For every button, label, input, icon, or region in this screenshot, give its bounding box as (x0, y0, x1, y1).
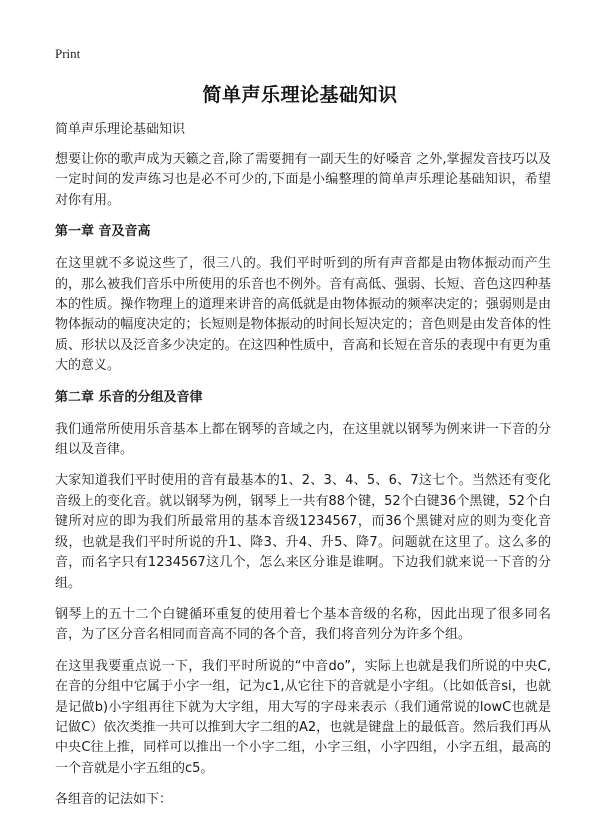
chapter-2-paragraph-5: 各组音的记法如下： (55, 792, 173, 808)
chapter-1-heading: 第一章 音及音高 (55, 224, 151, 240)
print-link[interactable]: Print (55, 46, 81, 61)
article-body (55, 120, 551, 822)
chapter-2-paragraph-1: 我们通常所使用乐音基本上都在钢琴的音域之内，在这里就以钢琴为例来讲一下音的分组以及音律。 (55, 421, 551, 458)
article-subtitle: 简单声乐理论基础知识 (55, 122, 186, 137)
chapter-2-paragraph-4: 在这里我要重点说一下，我们平时所说的“中音do”，实际上也就是我们所说的中央C,在音的分组中它属于小字一组，记为c1,从它往下的音就是小字组。（比如低音si，也就是记做b)小字组再往下就为大字组，用大写的字母来表示（我们通常说的lowC也就是记做C）依次类推一共可以推到大字二组的A2，也就是键盘上的最低音。然后我们再从中央C往上推，同样可以推出一个小字二组，小字三组，小字四组，小字五组，最高的一个音就是小字五组的c5。 (55, 658, 552, 776)
chapter-2-heading: 第二章 乐音的分组及音律 (55, 389, 203, 405)
page-title: 简单声乐理论基础知识 (202, 84, 398, 106)
intro-paragraph: 想要让你的歌声成为天籁之音,除了需要拥有一副天生的好嗓音 之外,掌握发音技巧以及一定时间的发声练习也是必不可少的,下面是小编整理的简单声乐理论基础知识，希望对你有用。 (55, 152, 551, 208)
chapter-1-paragraph: 在这里就不多说这些了，很三八的。我们平时听到的所有声音都是由物体振动而产生的，那么被我们音乐中所使用的乐音也不例外。音有高低、强弱、长短、音色这四种基本的性质。操作物理上的道理来讲音的高低就是由物体振动的频率决定的；强弱则是由物体振动的幅度决定的；长短则是物体振动的时间长短决定的；音色则是由发音体的性质、形状以及泛音多少决定的。在这四种性质中，音高和长短在音乐的表现中有更为重大的意义。 (55, 256, 551, 374)
chapter-2-paragraph-2: 大家知道我们平时使用的音有最基本的1、2、3、4、5、6、7这七个。当然还有变化音级上的变化音。就以钢琴为例，钢琴上一共有88个键，52个白键36个黑键，52个白键所对应的即为我们所最常用的基本音级1234567，而36个黑键对应的则为变化音级，也就是我们平时所说的升1、降3、升4、升5、降7。问题就在这里了。这么多的音，而名字只有1234567这几个，怎么来区分谁是谁啊。下边我们就来说一下音的分组。 (55, 473, 551, 591)
chapter-2-paragraph-3: 钢琴上的五十二个白键循环重复的使用着七个基本音级的名称，因此出现了很多同名音，为了区分音名相同而音高不同的各个音，我们将音列分为许多个组。 (55, 606, 551, 643)
